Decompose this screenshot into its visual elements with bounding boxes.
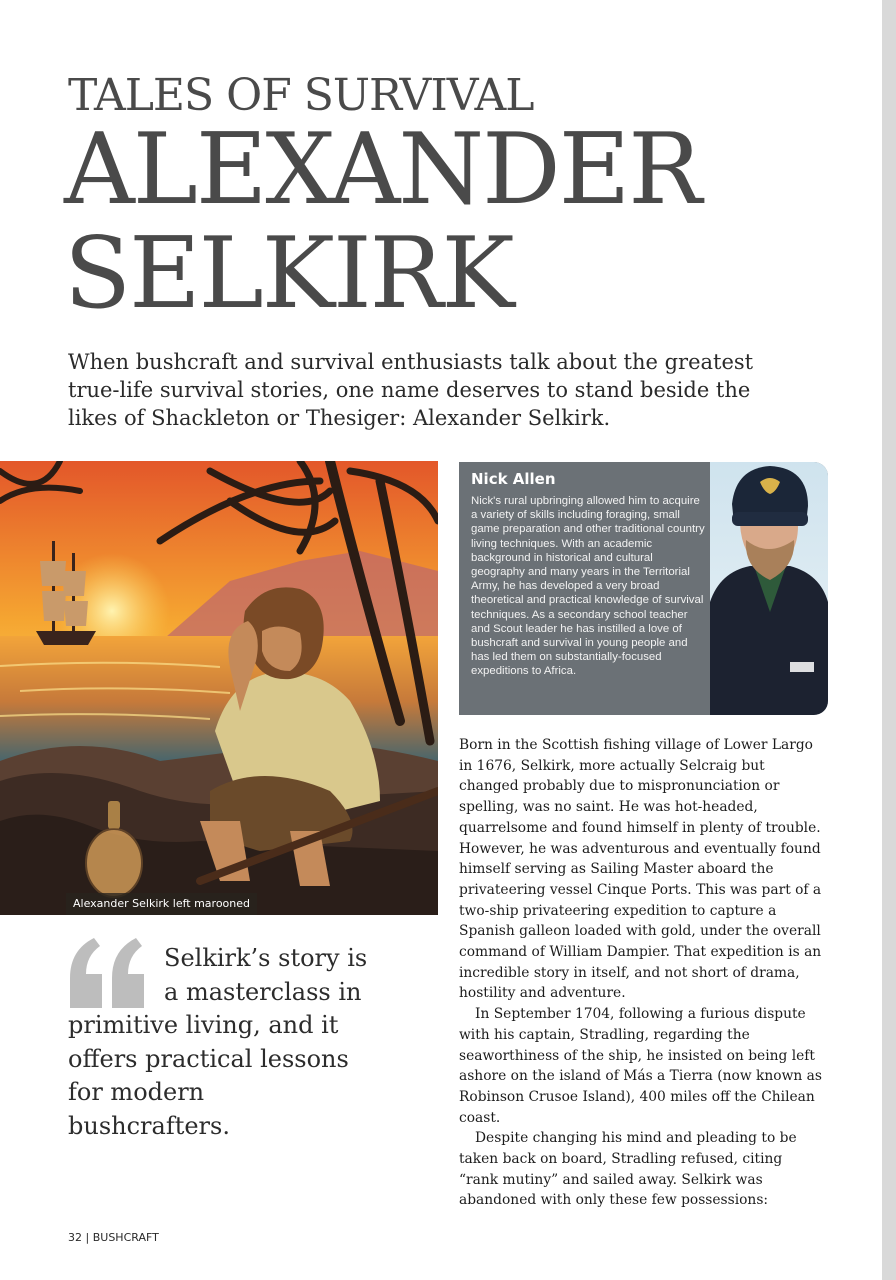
article-title (64, 113, 701, 331)
pull-quote: Selkirk’s story is a masterclass in primitive living, and it offers practical lessons for modern bushcrafters. (68, 944, 368, 1140)
magazine-name: BUSHCRAFT (92, 1231, 159, 1244)
author-bio: Nick's rural upbringing allowed him to acquire a variety of skills including foraging, small game preparation and other traditional country living techniques. With an academic background in historical and cultural geography and many years in the Territorial Army, he has developed a very broad theoretical and practical knowledge of survival techniques. As a secondary school teacher and Scout leader he has instilled a love of bushcraft and survival in young people and has led them on substantially-focused expeditions to Africa. (471, 495, 705, 678)
article-body (459, 735, 823, 1211)
title-line-2: SELKIRK (64, 217, 513, 331)
page-footer (68, 1231, 159, 1244)
marooned-scene-illustration (0, 461, 438, 915)
body-paragraph: Born in the Scottish fishing village of Lower Largo in 1676, Selkirk, more actually Selcraig but changed probably due to mispronunciation or spelling, was no saint. He was hot-headed, quarrelsome and found himself in plenty of trouble. However, he was adventurous and eventually found himself serving as Sailing Master aboard the privateering vessel Cinque Ports. This was part of a two-ship privateering expedition to capture a Spanish galleon loaded with gold, under the overall command of William Dampier. That expedition is an incredible story in itself, and not short of drama, hostility and adventure. (459, 737, 822, 1002)
body-paragraph: In September 1704, following a furious dispute with his captain, Stradling, regarding the seaworthiness of the ship, he insisted on being left ashore on the island of Más a Tierra (now known as Robinson Crusoe Island), 400 miles off the Chilean coast. (459, 1006, 822, 1126)
section-kicker: TALES OF SURVIVAL (68, 70, 534, 121)
author-box (459, 462, 828, 715)
author-name: Nick Allen (471, 470, 556, 488)
article-intro: When bushcraft and survival enthusiasts talk about the greatest true-life survival stories, one name deserves to stand beside the likes of Shackleton or Thesiger: Alexander Selkirk. (68, 350, 754, 430)
hero-caption: Alexander Selkirk left marooned (66, 893, 257, 915)
title-line-1: ALEXANDER (64, 113, 701, 227)
page-edge (882, 0, 896, 1280)
author-portrait (710, 462, 828, 715)
hero-illustration (0, 461, 438, 915)
page-number: 32 (68, 1231, 82, 1244)
body-paragraph: Despite changing his mind and pleading to be taken back on board, Stradling refused, citing “rank mutiny” and sailed away. Selkirk was abandoned with only these few possessions: (459, 1130, 797, 1209)
footer-separator: | (85, 1231, 90, 1244)
